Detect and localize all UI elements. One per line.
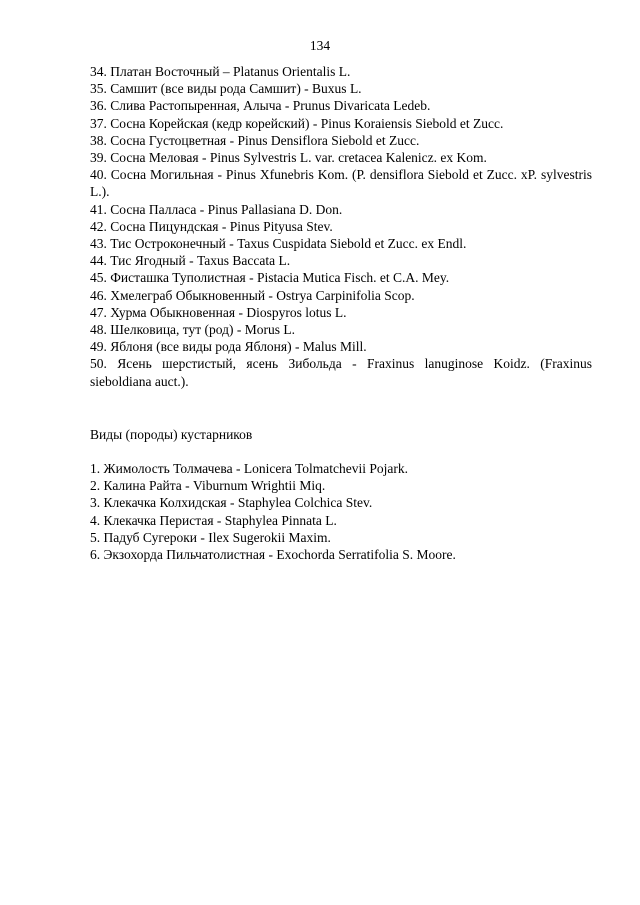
list-item: 48. Шелковица, тут (род) - Morus L. bbox=[90, 322, 295, 338]
list-item: 46. Хмелеграб Обыкновенный - Ostrya Carpinifolia Scop. bbox=[90, 287, 415, 303]
list-item: 4. Клекачка Перистая - Staphylea Pinnata L. bbox=[90, 512, 337, 528]
list-item: 6. Экзохорда Пильчатолистная - Exochorda Serratifolia S. Moore. bbox=[90, 547, 456, 563]
list-item: 49. Яблоня (все виды рода Яблоня) - Malus Mill. bbox=[90, 339, 367, 355]
list-item: 45. Фисташка Туполистная - Pistacia Mutica Fisch. et C.A. Mey. bbox=[90, 270, 450, 286]
list-item: 37. Сосна Корейская (кедр корейский) - Pinus Koraiensis Siebold et Zucc. bbox=[90, 115, 504, 131]
shrub-species-list bbox=[90, 460, 592, 563]
tree-species-list bbox=[90, 63, 592, 390]
list-item: 38. Сосна Густоцветная - Pinus Densiflora Siebold et Zucc. bbox=[90, 132, 420, 148]
page-number: 134 bbox=[309, 38, 331, 53]
list-item: 42. Сосна Пицундская - Pinus Pityusa Stev. bbox=[90, 218, 333, 234]
list-item: 44. Тис Ягодный - Taxus Baccata L. bbox=[90, 253, 291, 269]
list-item: 1. Жимолость Толмачева - Lonicera Tolmatchevii Pojark. bbox=[90, 461, 408, 476]
list-item: 39. Сосна Меловая - Pinus Sylvestris L. var. cretacea Kalenicz. ex Kom. bbox=[90, 150, 487, 166]
list-item: 47. Хурма Обыкновенная - Diospyros lotus L. bbox=[90, 304, 347, 320]
list-item: 43. Тис Остроконечный - Taxus Cuspidata Siebold et Zucc. ex Endl. bbox=[90, 236, 467, 252]
list-item: 36. Слива Растопыренная, Алыча - Prunus Divaricata Ledeb. bbox=[90, 98, 431, 114]
list-item: 2. Калина Райта - Viburnum Wrightii Miq. bbox=[90, 478, 326, 494]
section-heading: Виды (породы) кустарников bbox=[90, 427, 253, 442]
list-item: 35. Самшит (все виды рода Самшит) - Buxus L. bbox=[90, 81, 362, 97]
list-item: 50. Ясень шерстистый, ясень Зибольда - Fraxinus lanuginose Koidz. (Fraxinus sieboldiana auct.). bbox=[90, 356, 592, 389]
list-item: 41. Сосна Палласа - Pinus Pallasiana D. Don. bbox=[90, 201, 343, 217]
list-item: 3. Клекачка Колхидская - Staphylea Colchica Stev. bbox=[90, 495, 373, 511]
list-item: 34. Платан Восточный – Platanus Orientalis L. bbox=[90, 64, 351, 79]
list-item: 40. Сосна Могильная - Pinus Xfunebris Kom. (P. densiflora Siebold et Zucc. xP. sylvestris L.). bbox=[90, 167, 592, 200]
list-item: 5. Падуб Сугероки - Ilex Sugerokii Maxim. bbox=[90, 529, 331, 545]
